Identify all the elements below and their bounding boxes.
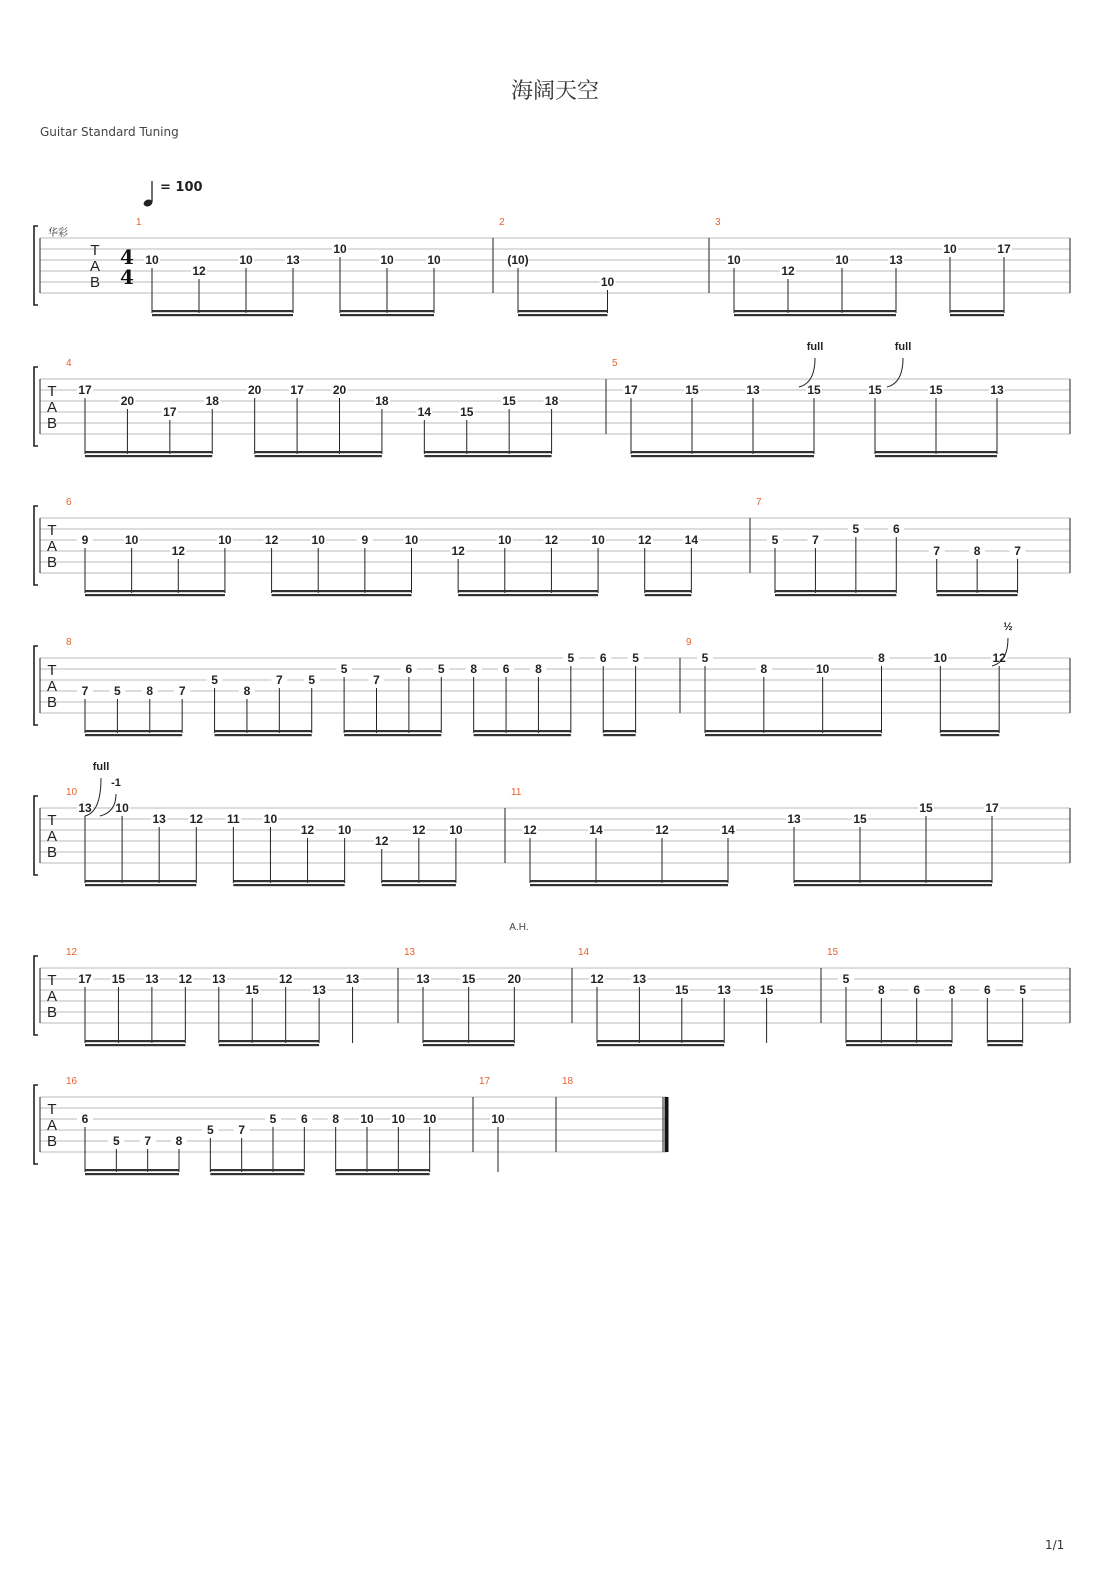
beam [85,590,225,592]
tempo-marking: = 100 [160,180,203,195]
fret-number: 15 [675,983,689,997]
tab-clef-letter: T [90,242,100,259]
bar-number: 11 [511,787,522,798]
fret-number: 10 [491,1112,505,1126]
time-signature-top: 4 [120,245,134,269]
bar-number: 17 [479,1076,491,1087]
fret-number: 5 [340,662,348,676]
fret-number: 20 [332,383,347,397]
beam [530,880,728,882]
beam [255,451,382,453]
bar-number: 15 [827,947,839,958]
fret-number: 13 [345,972,360,986]
tab-clef-letter: B [46,554,58,571]
fret-number: 10 [239,253,253,267]
fret-number: 8 [948,983,956,997]
fret-number: 15 [868,383,882,397]
fret-number: 14 [589,823,603,837]
beam [645,594,692,596]
beam [85,880,196,882]
system-bracket [34,1085,38,1164]
fret-number: 8 [878,651,885,665]
beam [705,734,882,736]
beam [423,1044,514,1046]
fret-number: 5 [701,651,709,665]
tab-system [34,341,1070,457]
beam [424,451,551,453]
fret-number: 5 [1019,983,1027,997]
beam [597,1040,724,1042]
fret-number: 6 [913,983,921,997]
fret-number: 10 [498,533,512,547]
beam [340,310,434,312]
beam [423,1040,514,1042]
fret-number: 5 [269,1112,277,1126]
tab-system [34,497,1070,596]
fret-number: 15 [919,801,933,815]
beam [474,730,571,732]
tab-clef-letter: A [89,258,101,275]
fret-number: 13 [889,253,903,267]
fret-number: 12 [992,651,1006,665]
bend-label: full [806,341,824,353]
fret-number: 15 [461,972,476,986]
fret-number: 17 [290,383,304,397]
beam [846,1040,952,1042]
fret-number: 8 [243,684,251,698]
fret-number: 13 [152,812,166,826]
fret-number: 10 [835,253,849,267]
beam [85,594,225,596]
fret-number: 12 [638,533,652,547]
fret-number: 17 [78,383,92,397]
fret-number: 8 [973,544,981,558]
tab-clef-letter: A [46,538,58,555]
fret-number: 10 [815,662,830,676]
tab-system [34,761,1070,886]
beam [734,310,896,312]
system-bracket [34,646,38,725]
beam [85,1169,179,1171]
beam [937,590,1018,592]
beam [85,730,182,732]
artificial-harmonic-label: A.H. [509,922,529,933]
beam [233,884,344,886]
fret-number: 7 [144,1134,152,1148]
bar-number: 4 [66,358,72,369]
fret-number: 20 [120,394,135,408]
fret-number: 7 [178,684,186,698]
beam [152,314,293,316]
fret-number: 13 [416,972,430,986]
beam [85,1040,185,1042]
fret-number: 12 [178,972,193,986]
page-title: 海阔天空 [510,79,599,104]
bend-arrow [887,358,903,387]
fret-number: 5 [308,673,316,687]
fret-number: 13 [787,812,801,826]
tab-clef-letter: A [46,399,58,416]
system-bracket [34,956,38,1035]
fret-number: 6 [599,651,607,665]
fret-number: 14 [721,823,735,837]
system-bracket [34,796,38,875]
instrument-label: 华彩 [48,228,68,239]
fret-number: 8 [470,662,478,676]
fret-number: 10 [380,253,394,267]
beam [597,1044,724,1046]
bar-number: 16 [66,1076,78,1087]
tab-clef-letter: B [46,694,58,711]
tab-system [34,217,1070,316]
bar-number: 1 [136,217,142,228]
fret-number: 17 [997,242,1011,256]
fret-number: 10 [943,242,957,256]
tab-clef-letter: A [46,1117,58,1134]
beam [215,734,312,736]
bar-number: 12 [66,947,78,958]
fret-number: 7 [812,533,819,547]
beam [530,884,728,886]
beam [775,590,896,592]
fret-number: 12 [300,823,315,837]
fret-number: 5 [112,1134,120,1148]
tab-clef-letter: A [46,828,58,845]
fret-number: 8 [760,662,768,676]
fret-number: 10 [600,275,615,289]
fret-number: 15 [685,383,699,397]
fret-number: 12 [412,823,426,837]
fret-number: 5 [206,1123,214,1137]
beam [344,730,441,732]
fret-number: 7 [1014,544,1021,558]
beam [940,734,999,736]
fret-number: 15 [111,972,126,986]
fret-number: 12 [278,972,293,986]
bar-number: 9 [686,637,692,648]
beam [215,730,312,732]
fret-number: 10 [427,253,441,267]
fret-number: 12 [523,823,537,837]
fret-number: 15 [759,983,774,997]
bar-number: 3 [715,217,721,228]
fret-number: 10 [933,651,948,665]
fret-number: 17 [163,405,177,419]
fret-number: 12 [375,834,389,848]
beam [219,1044,319,1046]
fret-number: 13 [78,801,92,815]
beam [474,734,571,736]
beam [424,455,551,457]
beam [645,590,692,592]
tab-system [34,1076,669,1175]
fret-number: 7 [933,544,941,558]
fret-number: 7 [373,673,380,687]
beam [940,730,999,732]
fret-number: 13 [717,983,731,997]
beam [255,455,382,457]
system-bracket [34,506,38,585]
fret-number: 12 [171,544,185,558]
fret-number: 12 [781,264,795,278]
beam [734,314,896,316]
fret-number: 17 [985,801,999,815]
fret-number: 15 [502,394,516,408]
fret-number: 10 [404,533,419,547]
fret-number: 6 [300,1112,308,1126]
fret-number: 13 [746,383,760,397]
bar-number: 14 [578,947,590,958]
fret-number: 9 [361,533,369,547]
fret-number: 10 [145,253,159,267]
fret-number: 6 [983,983,991,997]
beam [340,314,434,316]
fret-number: 10 [333,242,347,256]
fret-number: 15 [460,405,474,419]
fret-number: 18 [544,394,559,408]
fret-number: 20 [247,383,262,397]
fret-number: 6 [81,1112,89,1126]
fret-number: 10 [263,812,278,826]
beam [987,1044,1022,1046]
bar-number: 18 [562,1076,574,1087]
fret-number: 7 [81,684,89,698]
beam [85,1044,185,1046]
fret-number: 15 [807,383,821,397]
fret-number: 10 [449,823,463,837]
fret-number: 10 [218,533,232,547]
tab-clef-letter: T [47,812,57,829]
tuning-label: Guitar Standard Tuning [40,125,179,139]
fret-number: 5 [211,673,218,687]
beam [458,594,598,596]
fret-number: 13 [990,383,1004,397]
beam [336,1169,430,1171]
fret-number: 12 [590,972,604,986]
fret-number: 14 [684,533,699,547]
fret-number: 11 [227,812,240,826]
page-number: 1/1 [1045,1538,1065,1552]
fret-number: 8 [146,684,154,698]
fret-number: 10 [391,1112,406,1126]
fret-number: 8 [175,1134,183,1148]
fret-number: 6 [892,522,900,536]
fret-number: 12 [544,533,559,547]
bend-label: full [92,761,110,773]
fret-number: 13 [145,972,159,986]
fret-number: 18 [375,394,389,408]
beam [152,310,293,312]
beam [382,880,456,882]
fret-number: 7 [238,1123,246,1137]
fret-number: 7 [275,673,283,687]
bar-number: 5 [612,358,618,369]
fret-number: 6 [502,662,510,676]
bar-number: 13 [404,947,416,958]
fret-number: 10 [115,801,129,815]
fret-number: 5 [567,651,575,665]
beam [937,594,1018,596]
system-bracket [34,226,38,305]
fret-number: 5 [437,662,445,676]
fret-number: (10) [507,253,529,267]
bend-arrow [100,794,116,816]
tab-clef-letter: T [47,383,57,400]
beam [518,314,608,316]
tab-clef-letter: T [47,662,57,679]
fret-number: 13 [312,983,326,997]
tab-system [34,922,1070,1046]
system-bracket [34,367,38,446]
bend-label: -1 [111,777,121,789]
beam [382,884,456,886]
bar-number: 10 [66,787,78,798]
fret-number: 5 [632,651,639,665]
beam [875,451,997,453]
fret-number: 14 [417,405,432,419]
beam [219,1040,319,1042]
beam [631,451,814,453]
tab-clef-letter: T [47,972,57,989]
fret-number: 9 [81,533,89,547]
fret-number: 17 [624,383,638,397]
beam [950,314,1004,316]
tab-clef-letter: B [46,844,58,861]
beam [603,730,635,732]
beam [987,1040,1022,1042]
fret-number: 12 [189,812,203,826]
bar-number: 2 [499,217,505,228]
fret-number: 15 [245,983,259,997]
fret-number: 5 [771,533,779,547]
beam [210,1169,304,1171]
beam [210,1173,304,1175]
fret-number: 13 [286,253,300,267]
fret-number: 8 [877,983,885,997]
beam [794,884,992,886]
fret-number: 5 [114,684,121,698]
tab-clef-letter: A [46,988,58,1005]
fret-number: 20 [507,972,522,986]
beam [950,310,1004,312]
beam [794,880,992,882]
beam [272,590,412,592]
tab-clef-letter: A [46,678,58,695]
fret-number: 18 [205,394,219,408]
beam [603,734,635,736]
fret-number: 10 [337,823,352,837]
tab-system [34,621,1070,736]
beam [85,455,212,457]
beam [875,455,997,457]
fret-number: 10 [360,1112,374,1126]
tab-clef-letter: B [89,274,101,291]
bar-number: 8 [66,637,72,648]
fret-number: 12 [655,823,669,837]
fret-number: 6 [405,662,413,676]
bar-number: 6 [66,497,72,508]
beam [85,884,196,886]
fret-number: 10 [124,533,139,547]
tab-clef-letter: B [46,1004,58,1021]
beam [775,594,896,596]
beam [458,590,598,592]
tab-clef-letter: B [46,1133,58,1150]
fret-number: 12 [264,533,279,547]
fret-number: 12 [451,544,465,558]
beam [518,310,608,312]
beam [85,451,212,453]
beam [85,734,182,736]
fret-number: 15 [853,812,867,826]
tab-clef-letter: T [47,522,57,539]
fret-number: 10 [311,533,325,547]
fret-number: 17 [78,972,92,986]
time-signature-bottom: 4 [120,265,134,289]
fret-number: 12 [192,264,206,278]
fret-number: 5 [842,972,850,986]
fret-number: 8 [535,662,542,676]
beam [336,1173,430,1175]
beam [846,1044,952,1046]
fret-number: 15 [929,383,943,397]
fret-number: 10 [422,1112,437,1126]
fret-number: 10 [727,253,741,267]
tab-clef-letter: B [46,415,58,432]
fret-number: 13 [212,972,226,986]
bar-number: 7 [756,497,762,508]
bend-label: ½ [1003,621,1013,633]
beam [233,880,344,882]
fret-number: 8 [332,1112,340,1126]
tab-clef-letter: T [47,1101,57,1118]
fret-number: 10 [591,533,605,547]
beam [344,734,441,736]
beam [631,455,814,457]
fret-number: 13 [632,972,647,986]
fret-number: 5 [852,522,860,536]
beam [705,730,882,732]
beam [272,594,412,596]
beam [85,1173,179,1175]
bend-label: full [894,341,912,353]
final-barline-thick [665,1097,669,1152]
